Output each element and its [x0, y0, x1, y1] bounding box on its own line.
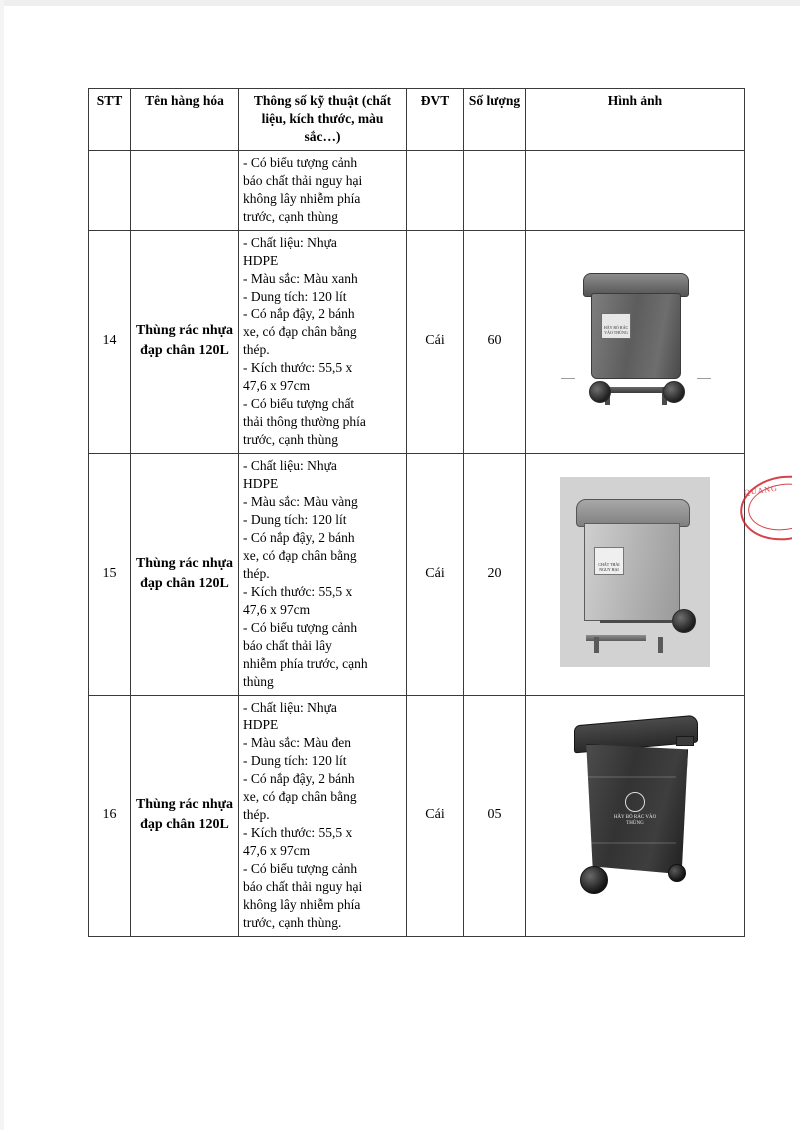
- row-3-name-line-1: nhựa đạp: [140, 796, 234, 833]
- bin-wheel-right: [663, 381, 685, 403]
- row-0-unit: [407, 150, 464, 230]
- bin-ridge-1: [588, 776, 676, 778]
- row-2-unit: Cái: [407, 454, 464, 695]
- header-specification-line-2: (chất liệu, kích: [261, 93, 392, 126]
- row-2-quantity: 20: [464, 454, 526, 695]
- row-3-name-line-0: Thùng rác: [135, 796, 199, 812]
- table-row: [89, 150, 745, 230]
- bin-wheel-right: [672, 609, 696, 633]
- row-3-spec-line-7: - Kích thước: 55,5 x: [243, 825, 353, 841]
- header-specification-line-1: Thông số kỹ thuật: [253, 93, 359, 108]
- row-1-quantity: 60: [464, 230, 526, 453]
- bin-ridge-2: [588, 842, 676, 844]
- row-3-spec-line-1: HDPE: [243, 717, 279, 733]
- stamp-text-top: QUANG: [743, 483, 779, 498]
- bin-axle: [600, 620, 672, 623]
- row-2-spec-line-6: thép.: [243, 565, 270, 581]
- row-3-name: [131, 695, 239, 936]
- header-image: Hình ảnh: [526, 89, 745, 151]
- bin-emblem-text: HÃY BỎ RÁC VÀO THÙNG: [613, 815, 657, 827]
- header-quantity-line-1: Số: [468, 93, 484, 108]
- row-3-name-line-2: chân 120L: [166, 817, 229, 833]
- bin-wheel-back: [668, 864, 686, 882]
- row-0-quantity: [464, 150, 526, 230]
- row-2-name: [131, 454, 239, 695]
- table-row: [89, 454, 745, 695]
- row-2-spec-line-0: - Chất liệu: Nhựa: [243, 458, 337, 474]
- header-quantity: [464, 89, 526, 151]
- table-row: [89, 695, 745, 936]
- row-1-spec-line-9: - Có biểu tượng chất: [243, 396, 355, 412]
- row-1-spec-line-10: thải thông thường phía: [243, 414, 366, 430]
- photo-tick-right: [697, 378, 711, 379]
- row-1-name-line-1: nhựa đạp: [140, 323, 234, 359]
- row-3-spec-line-8: 47,6 x 97cm: [243, 843, 311, 859]
- trash-bin-photo-green: [575, 267, 695, 411]
- row-3-spec-line-6: thép.: [243, 807, 270, 823]
- bin-label-sticker: CHẤT THẢI NGUY HẠI: [594, 547, 624, 575]
- row-3-spec-line-11: không lây nhiễm phía: [243, 896, 361, 912]
- row-3-spec-line-2: - Màu sắc: Màu đen: [243, 735, 351, 751]
- row-1-name-line-2: chân 120L: [166, 343, 229, 359]
- row-1-image: [526, 230, 745, 453]
- row-2-spec-line-12: thùng: [243, 673, 274, 689]
- row-1-unit: Cái: [407, 230, 464, 453]
- row-1-spec: [239, 230, 407, 453]
- header-quantity-line-2: lượng: [486, 93, 521, 108]
- goods-specification-table: [88, 88, 745, 937]
- row-3-spec-line-10: báo chất thải nguy hại: [243, 879, 363, 895]
- row-2-spec-line-4: - Có nắp đậy, 2 bánh: [243, 529, 355, 545]
- row-3-spec-line-9: - Có biểu tượng cảnh: [243, 861, 358, 877]
- trash-bin-photo-black: [560, 718, 710, 908]
- row-0-spec: [239, 150, 407, 230]
- row-2-spec-line-5: xe, có đạp chân bằng: [243, 547, 357, 563]
- scan-edge-left: [0, 0, 4, 1130]
- row-0-spec-line-2: không lây nhiễm phía: [243, 190, 361, 206]
- bin-leg-left: [594, 637, 599, 653]
- row-1-spec-line-7: - Kích thước: 55,5 x: [243, 360, 353, 376]
- header-unit: ĐVT: [407, 89, 464, 151]
- row-3-image: [526, 695, 745, 936]
- bin-emblem-ring: [625, 792, 645, 812]
- row-2-spec-line-10: báo chất thải lây: [243, 637, 332, 653]
- row-0-spec-line-0: - Có biểu tượng cảnh: [243, 154, 358, 170]
- row-1-stt: 14: [89, 230, 131, 453]
- row-2-image: [526, 454, 745, 695]
- row-1-spec-line-1: HDPE: [243, 252, 279, 268]
- row-1-spec-line-8: 47,6 x 97cm: [243, 378, 311, 394]
- row-2-spec-line-1: HDPE: [243, 476, 279, 492]
- row-3-spec-line-3: - Dung tích: 120 lít: [243, 753, 347, 769]
- row-3-spec-line-5: xe, có đạp chân bằng: [243, 789, 357, 805]
- row-1-spec-line-0: - Chất liệu: Nhựa: [243, 234, 337, 250]
- photo-tick-left: [561, 378, 575, 379]
- row-0-spec-line-3: trước, cạnh thùng: [243, 208, 339, 224]
- scan-edge-top: [0, 0, 800, 6]
- row-3-quantity: 05: [464, 695, 526, 936]
- header-product-name: Tên hàng hóa: [131, 89, 239, 151]
- row-1-spec-line-4: - Có nắp đậy, 2 bánh: [243, 306, 355, 322]
- row-1-name-line-0: Thùng rác: [135, 323, 199, 339]
- row-2-stt: 15: [89, 454, 131, 695]
- bin-label-sticker: HÃY BỎ RÁC VÀO THÙNG: [601, 313, 631, 339]
- header-specification-line-3: thước, màu sắc…): [304, 110, 384, 144]
- row-1-spec-line-3: - Dung tích: 120 lít: [243, 288, 347, 304]
- row-3-spec-line-12: trước, cạnh thùng.: [243, 914, 342, 930]
- bin-emblem: [612, 792, 658, 830]
- row-2-spec-line-8: 47,6 x 97cm: [243, 601, 311, 617]
- official-red-stamp: [730, 470, 792, 544]
- row-1-spec-line-2: - Màu sắc: Màu xanh: [243, 270, 358, 286]
- row-2-spec-line-3: - Dung tích: 120 lít: [243, 511, 347, 527]
- row-2-name-line-1: nhựa đạp: [140, 555, 234, 591]
- row-3-spec: [239, 695, 407, 936]
- row-0-stt: [89, 150, 131, 230]
- row-2-spec-line-11: nhiễm phía trước, cạnh: [243, 655, 368, 671]
- table-header: [89, 89, 745, 151]
- row-3-spec-line-0: - Chất liệu: Nhựa: [243, 699, 337, 715]
- trash-bin-photo-yellow: [560, 477, 710, 667]
- row-2-spec-line-2: - Màu sắc: Màu vàng: [243, 494, 358, 510]
- row-2-name-line-0: Thùng rác: [135, 555, 199, 571]
- row-1-spec-line-5: xe, có đạp chân bằng: [243, 324, 357, 340]
- table-row: [89, 230, 745, 453]
- row-1-spec-line-6: thép.: [243, 342, 270, 358]
- table-body: [89, 150, 745, 936]
- row-0-image: [526, 150, 745, 230]
- row-3-stt: 16: [89, 695, 131, 936]
- row-3-unit: Cái: [407, 695, 464, 936]
- row-2-name-line-2: chân 120L: [166, 575, 229, 591]
- row-2-spec-line-7: - Kích thước: 55,5 x: [243, 583, 353, 599]
- bin-wheel-front: [580, 866, 608, 894]
- bin-leg-right: [658, 637, 663, 653]
- row-3-spec-line-4: - Có nắp đậy, 2 bánh: [243, 771, 355, 787]
- row-0-name: [131, 150, 239, 230]
- row-2-spec-line-9: - Có biểu tượng cảnh: [243, 619, 358, 635]
- row-0-spec-line-1: báo chất thải nguy hại: [243, 172, 363, 188]
- row-1-name: [131, 230, 239, 453]
- header-specification: [239, 89, 407, 151]
- table-header-row: [89, 89, 745, 151]
- bin-handle: [676, 736, 694, 746]
- row-2-spec: [239, 454, 407, 695]
- header-stt: STT: [89, 89, 131, 151]
- row-1-spec-line-11: trước, cạnh thùng: [243, 432, 339, 448]
